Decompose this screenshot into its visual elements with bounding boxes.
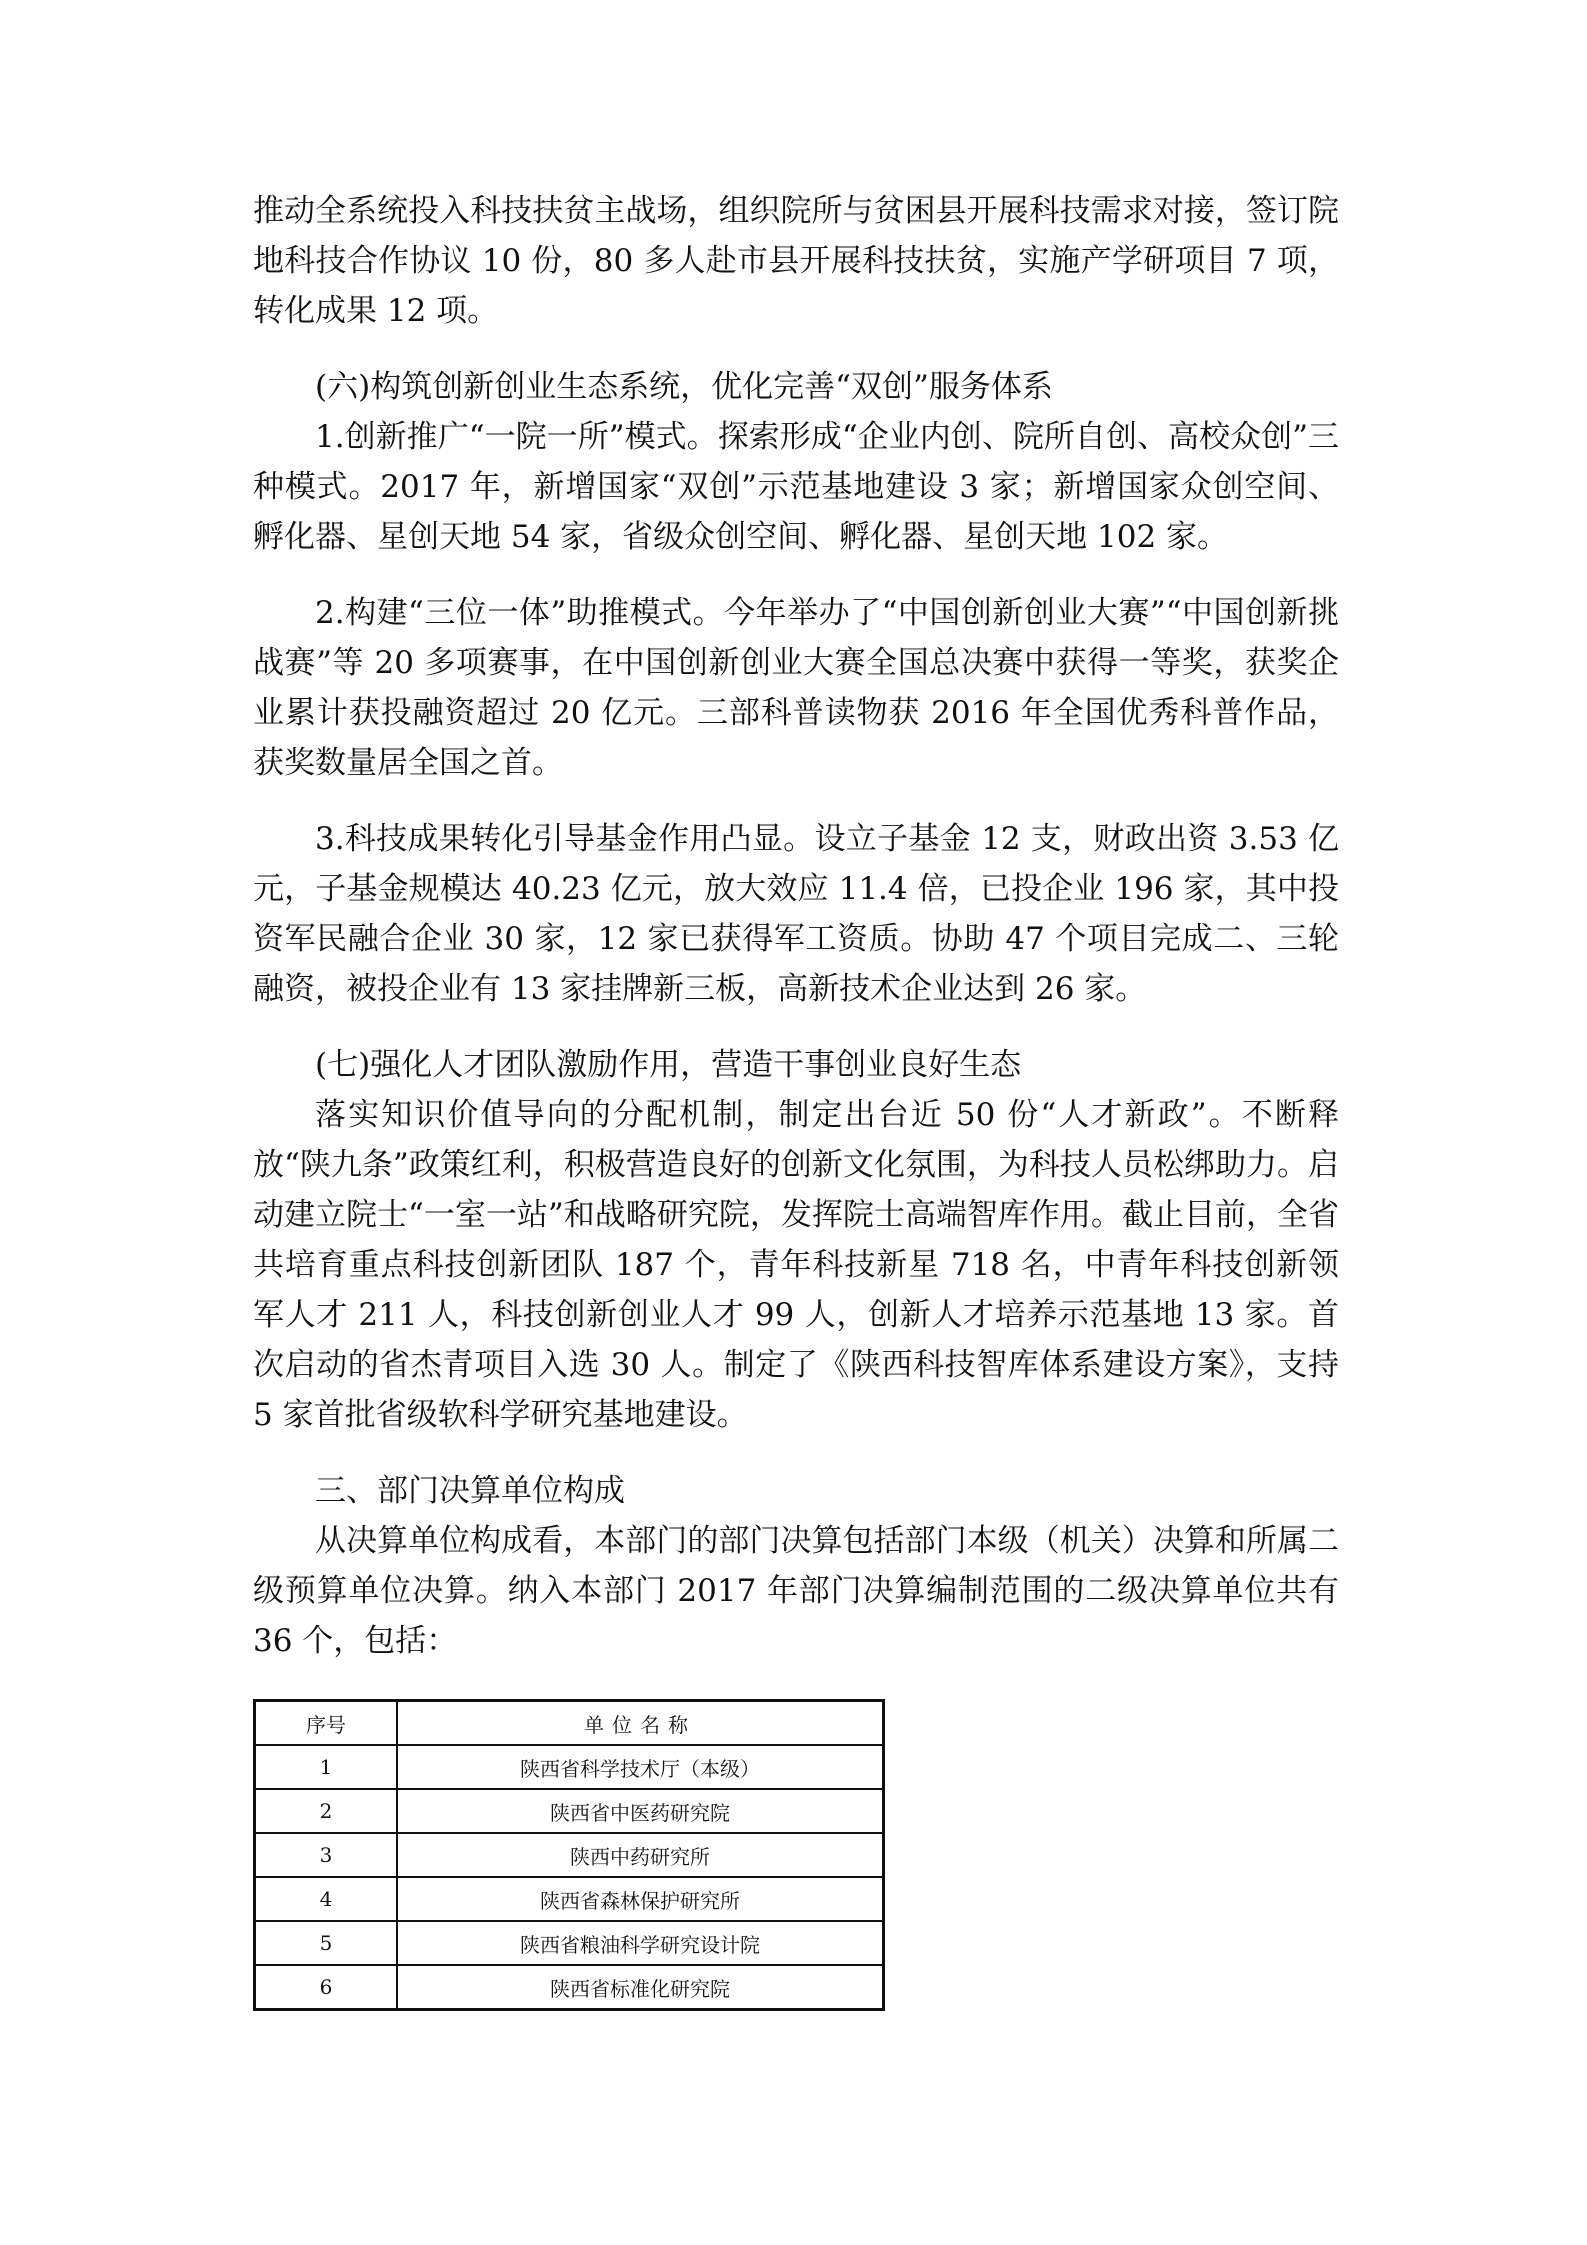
unit-name: 陕西省中医药研究院	[397, 1789, 884, 1833]
unit-name: 陕西省森林保护研究所	[397, 1877, 884, 1921]
table-row	[255, 1921, 884, 1965]
table-header-row	[255, 1701, 884, 1746]
paragraph-unit-composition: 从决算单位构成看，本部门的部门决算包括部门本级（机关）决算和所属二级预算单位决算。纳入本部门 2017 年部门决算编制范围的二级决算单位共有 36 个，包括：	[253, 1523, 1349, 1659]
document-body	[253, 186, 1349, 1666]
column-header-no: 序号	[255, 1701, 398, 1746]
paragraph-talent-policy: 落实知识价值导向的分配机制，制定出台近 50 份“人才新政”。不断释放“陕九条”政策红利，积极营造良好的创新文化氛围，为科技人员松绑助力。启动建立院士“一室一站”和战略研究院，发挥院士高端智库作用。截止目前，全省共培育重点科技创新团队 187 个，青年科技新星 718 名，中青年科技创新领军人才 211 人，科技创新创业人才 99 人，创新人才培养示范基地 13 家。首次启动的省杰青项目入选 30 人。制定了《陕西科技智库体系建设方案》，支持 5 家首批省级软科学研究基地建设。	[253, 1097, 1349, 1433]
table-row	[255, 1833, 884, 1877]
unit-name: 陕西省粮油科学研究设计院	[397, 1921, 884, 1965]
section-heading-3: 三、部门决算单位构成	[315, 1473, 625, 1509]
table-row	[255, 1877, 884, 1921]
table-row	[255, 1965, 884, 2010]
row-number: 1	[255, 1745, 398, 1789]
row-number: 3	[255, 1833, 398, 1877]
section-heading-7: (七)强化人才团队激励作用，营造干事创业良好生态	[315, 1047, 1022, 1083]
row-number: 6	[255, 1965, 398, 2010]
table-row	[255, 1789, 884, 1833]
section-heading-6: (六)构筑创新创业生态系统，优化完善“双创”服务体系	[315, 369, 1053, 405]
paragraph-poverty-alleviation: 推动全系统投入科技扶贫主战场，组织院所与贫困县开展科技需求对接，签订院地科技合作协议 10 份，80 多人赴市县开展科技扶贫，实施产学研项目 7 项，转化成果 12 项。	[253, 193, 1339, 329]
row-number: 4	[255, 1877, 398, 1921]
units-table-wrapper	[253, 1699, 885, 2011]
column-header-name: 单位名称	[397, 1701, 884, 1746]
unit-name: 陕西中药研究所	[397, 1833, 884, 1877]
units-table	[253, 1699, 885, 2011]
row-number: 5	[255, 1921, 398, 1965]
unit-name: 陕西省科学技术厅（本级）	[397, 1745, 884, 1789]
paragraph-three-in-one: 2.构建“三位一体”助推模式。今年举办了“中国创新创业大赛”“中国创新挑战赛”等 20 多项赛事，在中国创新创业大赛全国总决赛中获得一等奖，获奖企业累计获投融资超过 20 亿元。三部科普读物获 2016 年全国优秀科普作品，获奖数量居全国之首。	[253, 595, 1339, 781]
row-number: 2	[255, 1789, 398, 1833]
paragraph-guidance-fund: 3.科技成果转化引导基金作用凸显。设立子基金 12 支，财政出资 3.53 亿元，子基金规模达 40.23 亿元，放大效应 11.4 倍，已投企业 196 家，其中投资军民融合企业 30 家，12 家已获得军工资质。协助 47 个项目完成二、三轮融资，被投企业有 13 家挂牌新三板，高新技术企业达到 26 家。	[253, 821, 1339, 1007]
table-row	[255, 1745, 884, 1789]
unit-name: 陕西省标准化研究院	[397, 1965, 884, 2010]
paragraph-innovation-model: 1.创新推广“一院一所”模式。探索形成“企业内创、院所自创、高校众创”三种模式。2017 年，新增国家“双创”示范基地建设 3 家；新增国家众创空间、孵化器、星创天地 54 家，省级众创空间、孵化器、星创天地 102 家。	[253, 419, 1339, 555]
